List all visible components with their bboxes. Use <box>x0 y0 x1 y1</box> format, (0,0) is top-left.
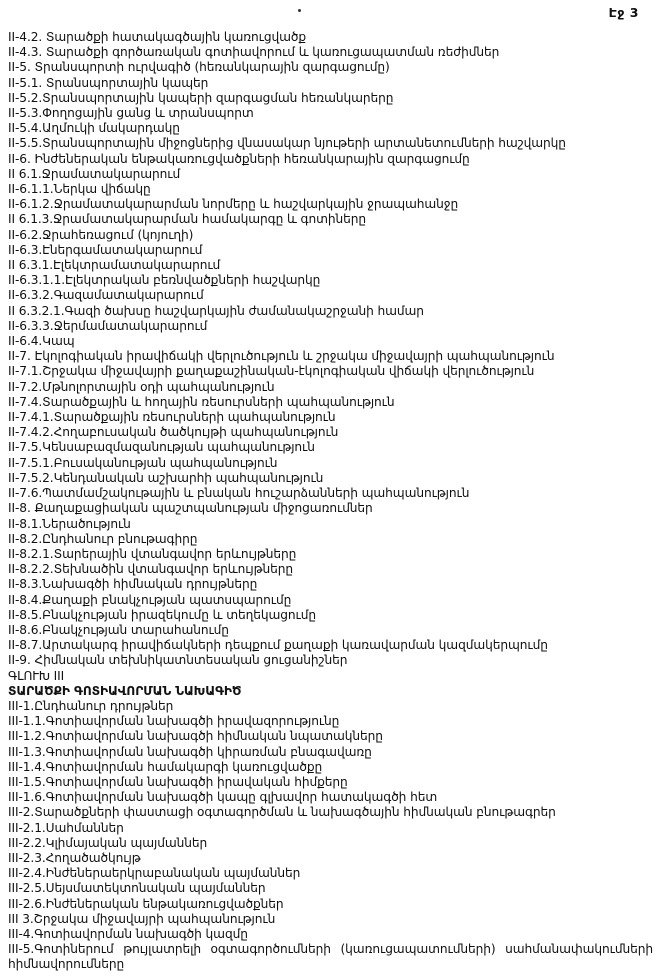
toc-line: II-7.5.2.Կենդանական աշխարհի պահպանություն <box>8 470 324 485</box>
toc-line: II-8.6.Բնակչության տարահանումը <box>8 622 229 637</box>
toc-line: II-6.3.3.Ջերմամատակարարում <box>8 318 208 333</box>
toc-line: II-5. Տրանսպորտի ուրվագիծ (հեռանկարային զարգացումը) <box>8 60 390 75</box>
toc-line: II-8.2.1.Տարերային վտանգավոր երևույթները <box>8 546 297 561</box>
toc-line: II-6.1.1.Ներկա վիճակը <box>8 182 151 197</box>
toc-line: II-8.4.Քաղաքի բնակչության պատսպարումը <box>8 592 292 607</box>
toc-line: II 6.1.3.Ջրամատակարարման համակարգը և գոտիները <box>8 212 366 227</box>
toc-line: II-6.3.1.1.Էլեկտրական բեռնվածքների հաշվարկը <box>8 273 321 288</box>
toc-line: III-1.4.Գոտիավորման համակարգի կառուցվածքը <box>8 759 323 774</box>
toc-line: III-5.Գոտիներում թույլատրելի օգտագործումների (կառուցապատումների) սահմանափակումների հիմնավորումները <box>8 942 653 972</box>
toc-line: II-8.3.Նախագծի հիմնական դրույթները <box>8 577 258 592</box>
toc-line: II-7.2.Մթնոլորտային օդի պահպանություն <box>8 379 275 394</box>
toc-line: ՏԱՐԱԾՔԻ ԳՈՏԻԱՎՈՐՄԱՆ ՆԱԽԱԳԻԾ <box>8 683 242 698</box>
toc-line: III-1.3.Գոտիավորման նախագծի կիրառման բնագավառը <box>8 744 372 759</box>
toc-line: II-8.5.Բնակչության իրազեկումը և տեղեկացումը <box>8 607 316 622</box>
toc-line: II-7.4.Տարածքային և հողային ռեսուրսների պահպանություն <box>8 394 395 409</box>
toc-line: II-5.3.Փողոցային ցանց և տրանսպորտ <box>8 106 254 121</box>
toc-line: III 3.Շրջակա միջավայրի պահպանություն <box>8 911 276 926</box>
toc-list <box>8 30 653 973</box>
toc-line: II-9. Հիմնական տեխնիկատնտեսական ցուցանիշներ <box>8 653 348 668</box>
toc-line: II-7.1.Շրջակա միջավայրի քաղաքաշինական-էկոլոգիական վիճակի վերլուծություն <box>8 364 535 379</box>
toc-line: II-7.4.1.Տարածքային ռեսուրսների պահպանություն <box>8 410 336 425</box>
toc-line: II-5.2.Տրանսպորտային կապերի զարգացման հեռանկարերը <box>8 90 394 105</box>
toc-line: II-8. Քաղաքացիական պաշտպանության միջոցառումներ <box>8 501 373 516</box>
toc-line: II-6. Ինժեներական ենթակառուցվածքների հեռանկարային զարգացումը <box>8 151 470 166</box>
toc-line: II-8.7.Արտակարգ իրավիճակների դեպքում քաղաքի կառավարման կազմակերպումը <box>8 638 548 653</box>
toc-line: II-6.3.2.Գազամատակարարում <box>8 288 204 303</box>
toc-line: ԳԼՈՒԽ III <box>8 668 65 683</box>
scan-speck <box>298 9 301 12</box>
toc-line: II-5.5.Տրանսպորտային միջոցներից վնասակար նյութերի արտանետումների հաշվարկը <box>8 136 566 151</box>
toc-line: II-7.5.Կենսաբազմազանության պահպանություն <box>8 440 315 455</box>
toc-line: III-4.Գոտիավորման նախագծի կազմը <box>8 926 248 941</box>
toc-line: III-2.5.Սեյսմատեկտոնական պայմաններ <box>8 881 266 896</box>
toc-line: II 6.3.2.1.Գազի ծախսը հաշվարկային ժամանակաշրջանի համար <box>8 303 424 318</box>
toc-line: III-2.2.Կլիմայական պայմաններ <box>8 835 208 850</box>
toc-line: II-8.2.Ընդհանուր բնութագիրը <box>8 531 198 546</box>
page-number: Էջ 3 <box>608 5 639 20</box>
toc-line: III-2.1.Սահմաններ <box>8 820 124 835</box>
toc-line: III-2.3.Հողածածկույթ <box>8 850 141 865</box>
toc-line: III-2.4.Ինժեներաերկրաբանական պայմաններ <box>8 866 301 881</box>
toc-line: II-8.2.2.Տեխնածին վտանգավոր երևույթները <box>8 562 294 577</box>
toc-line: II-7.4.2.Հողաբուսական ծածկույթի պահպանություն <box>8 425 339 440</box>
toc-line: III-1.5.Գոտիավորման նախագծի իրավական հիմքերը <box>8 774 348 789</box>
toc-line: II-7. Էկոլոգիական իրավիճակի վերլուծություն և շրջակա միջավայրի պահպանություն <box>8 349 555 364</box>
toc-line: II-4.3. Տարածքի գործառական գոտիավորում և կառուցապատման ռեժիմներ <box>8 45 500 60</box>
toc-line: III-1.6.Գոտիավորման նախագծի կապը գլխավոր հատակագծի հետ <box>8 790 438 805</box>
toc-line: II-6.2.Ջրահեռացում (կոյուղի) <box>8 227 194 242</box>
toc-line: II-5.4.Աղմուկի մակարդակը <box>8 121 180 136</box>
toc-line: II 6.1.Ջրամատակարարում <box>8 166 181 181</box>
toc-line: III-1.1.Գոտիավորման նախագծի իրավազորությունը <box>8 714 340 729</box>
toc-line: II-7.5.1.Բուսականության պահպանություն <box>8 455 278 470</box>
toc-line: III-2.Տարածքների փաստացի օգտագործման և նախագծային հիմնական բնութագրեր <box>8 805 556 820</box>
toc-line: II-5.1. Տրանսպորտային կապեր <box>8 75 209 90</box>
toc-line: II-7.6.Պատմամշակութային և բնական հուշարձանների պահպանություն <box>8 486 470 501</box>
toc-line: III-1.Ընդհանուր դրույթներ <box>8 698 174 713</box>
toc-line: II-8.1.Ներածություն <box>8 516 131 531</box>
toc-line: II-6.4.Կապ <box>8 334 75 349</box>
toc-line: II-6.1.2.Ջրամատակարարման նորմերը և հաշվարկային ջրապահանջը <box>8 197 459 212</box>
toc-line: III-2.6.Ինժեներական ենթակառուցվածքներ <box>8 896 284 911</box>
toc-line: II-4.2. Տարածքի հատակագծային կառուցվածք <box>8 30 307 44</box>
toc-line: III-1.2.Գոտիավորման նախագծի հիմնական նպատակները <box>8 729 383 744</box>
toc-line: II 6.3.1.Էլեկտրամատակարարում <box>8 258 221 273</box>
toc-line: II-6.3.Էներգամատակարարում <box>8 242 203 257</box>
